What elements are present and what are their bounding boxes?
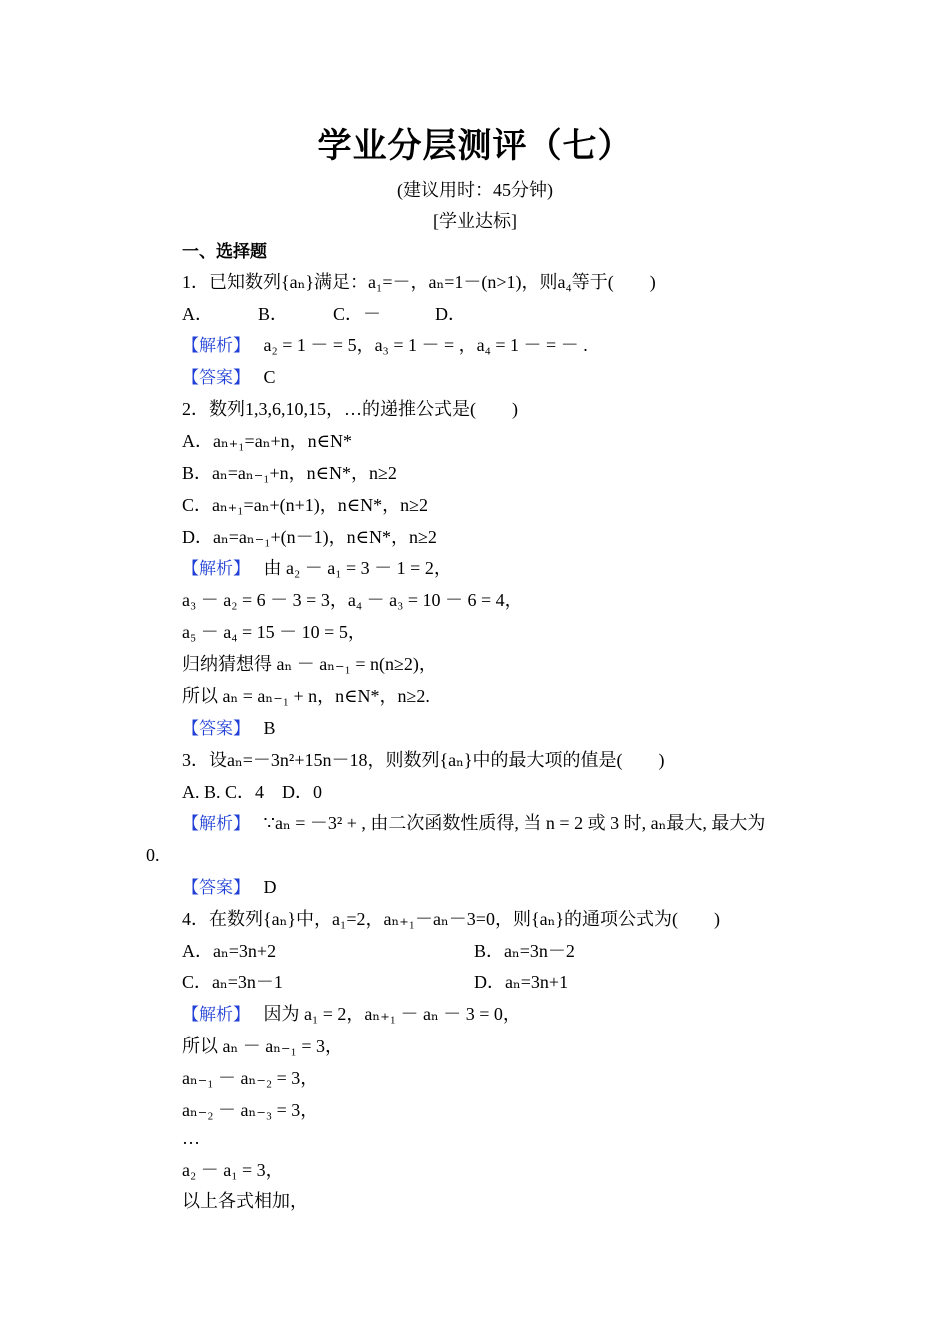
q4-work-line: 以上各式相加， [182,1191,308,1211]
q3-analysis-text: ∵aₙ = －3² + , 由二次函数性质得, 当 n = 2 或 3 时, aₙ最大, 最大为 [263,813,766,833]
analysis-tag: 【解析】 [182,336,250,356]
q1-analysis-text: a₂ = 1 － = 5，a₃ = 1 － = ，a₄ = 1 － = － . [263,335,588,355]
q4-ellipsis: … [182,1128,200,1148]
q1-answer [182,365,276,390]
q4-analysis-text: 因为 a₁ = 2，aₙ₊₁ － aₙ － 3 = 0， [263,1004,521,1024]
q3-stem: 3．设aₙ=－3n²+15n－18，则数列{aₙ}中的最大项的值是( ) [182,750,665,770]
q4-option-c: C．aₙ=3n－1 [182,972,283,992]
analysis-tag: 【解析】 [182,1005,250,1025]
q3-answer-text: D [263,877,277,897]
q2-work-line: a₃ － a₂ = 6 － 3 = 3，a₄ － a₃ = 10 － 6 = 4， [182,590,523,610]
page-title: 学业分层测评（七） [317,126,633,166]
q4-stem: 4．在数列{aₙ}中，a₁=2，aₙ₊₁－aₙ－3=0，则{aₙ}的通项公式为( ) [182,909,720,929]
q4-work-line: aₙ₋₁ － aₙ₋₂ = 3， [182,1068,319,1088]
q3-analysis-cont: 0. [146,845,160,865]
q2-analysis-text: 由 a₂ － a₁ = 3 － 1 = 2， [263,558,452,578]
section-heading: 一、选择题 [182,242,267,262]
q2-answer-text: B [263,718,276,738]
q2-analysis [182,556,452,581]
section-tag: [学业达标] [433,211,517,231]
answer-tag: 【答案】 [182,368,250,388]
q2-work-line: a₅ － a₄ = 15 － 10 = 5， [182,622,366,642]
q2-option-b: B．aₙ=aₙ₋₁+n，n∈N*，n≥2 [182,463,397,483]
q3-answer [182,875,277,900]
q4-option-a: A．aₙ=3n+2 [182,941,277,961]
q2-option-d: D．aₙ=aₙ₋₁+(n－1)，n∈N*，n≥2 [182,527,437,547]
q4-analysis [182,1002,521,1027]
q2-option-c: C．aₙ₊₁=aₙ+(n+1)，n∈N*，n≥2 [182,495,428,515]
q1-options: A． B． C．－ D． [182,304,467,324]
q3-options: A. B. C．4 D．0 [182,782,323,802]
q4-option-d: D．aₙ=3n+1 [474,972,569,992]
q1-stem: 1．已知数列{aₙ}满足：a₁=－，aₙ=1－(n>1)，则a₄等于( ) [182,272,656,292]
q4-work-line: aₙ₋₂ － aₙ₋₃ = 3， [182,1100,319,1120]
q2-answer [182,716,276,741]
analysis-tag: 【解析】 [182,814,250,834]
answer-tag: 【答案】 [182,878,250,898]
q1-answer-text: C [263,367,276,387]
q2-work-line: 所以 aₙ = aₙ₋₁ + n，n∈N*，n≥2. [182,686,430,706]
q2-work-line: 归纳猜想得 aₙ － aₙ₋₁ = n(n≥2)， [182,654,437,674]
q4-option-b: B．aₙ=3n－2 [474,941,575,961]
q2-option-a: A．aₙ₊₁=aₙ+n，n∈N* [182,431,352,451]
q1-analysis [182,333,588,358]
analysis-tag: 【解析】 [182,559,250,579]
q2-stem: 2．数列1,3,6,10,15，…的递推公式是( ) [182,399,518,419]
answer-tag: 【答案】 [182,719,250,739]
q3-analysis [182,811,765,836]
time-note: (建议用时：45分钟) [397,180,553,200]
q4-work-line: 所以 aₙ － aₙ₋₁ = 3， [182,1036,343,1056]
q4-work-line: a₂ － a₁ = 3， [182,1160,284,1180]
